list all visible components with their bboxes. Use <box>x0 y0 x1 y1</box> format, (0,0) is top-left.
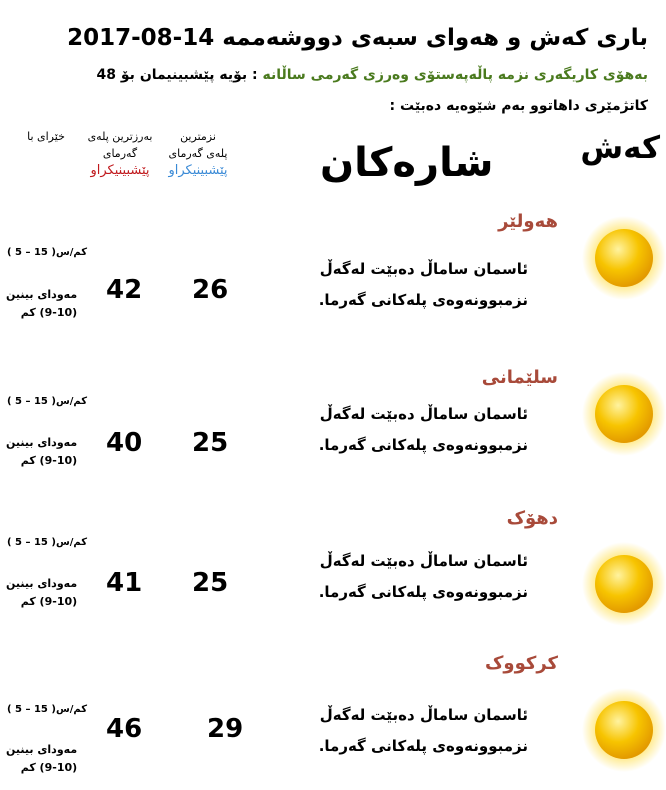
forecast-intro-line2: کاتژمێری داهاتوو بەم شێوەیە دەبێت : <box>389 98 648 114</box>
wind-speed: ( 5 – 15 )کم/س <box>7 537 88 548</box>
max-temp-header-label: بەرزترین پلەی گەرمای <box>87 130 153 160</box>
visibility <box>6 434 77 470</box>
description-line-2: نزمبوونەوەی پلەکانی گەرما. <box>318 291 528 309</box>
visibility-value: (9-10) کم <box>20 306 78 319</box>
min-temp-header-label: نزمترین پلەی گەرمای <box>168 130 228 160</box>
sun-icon <box>582 216 666 300</box>
visibility-value: (9-10) کم <box>20 454 78 467</box>
min-temp: 26 <box>192 275 229 305</box>
description-line-1: ئاسمان ساماڵ دەبێت لەگەڵ <box>319 405 528 423</box>
max-temp: 41 <box>106 568 143 598</box>
city-name: کرکووک <box>484 653 558 674</box>
sun-icon <box>582 688 666 772</box>
max-temp: 42 <box>106 275 143 305</box>
visibility-label: مەودای بینین <box>6 577 78 590</box>
min-temp-header <box>168 128 228 179</box>
description-line-2: نزمبوونەوەی پلەکانی گەرما. <box>318 436 528 454</box>
city-description <box>319 254 528 316</box>
visibility <box>6 741 77 777</box>
description-line-2: نزمبوونەوەی پلەکانی گەرما. <box>318 737 528 755</box>
city-description <box>319 546 528 608</box>
visibility-value: (9-10) کم <box>20 595 78 608</box>
visibility-label: مەودای بینین <box>6 436 78 449</box>
visibility-value: (9-10) کم <box>20 761 78 774</box>
sun-icon <box>582 372 666 456</box>
wind-speed-header: خێرای با <box>27 130 65 143</box>
visibility-label: مەودای بینین <box>6 288 78 301</box>
min-temp: 25 <box>192 428 229 458</box>
forecast-intro <box>97 67 648 83</box>
max-temp-header <box>84 128 156 179</box>
description-line-1: ئاسمان ساماڵ دەبێت لەگەڵ <box>319 260 528 278</box>
forecast-intro-duration: : بۆیە پێشبینیمان بۆ 48 <box>96 67 258 83</box>
city-description <box>319 399 528 461</box>
min-temp-header-sub: پێشبینیکراو <box>168 163 228 178</box>
wind-speed: ( 5 – 15 )کم/س <box>7 247 88 258</box>
city-name: سلێمانی <box>481 367 558 388</box>
sun-icon <box>582 542 666 626</box>
wind-speed: ( 5 – 15 )کم/س <box>7 704 88 715</box>
min-temp: 25 <box>192 568 229 598</box>
page-title: باری کەش و هەوای سبەی دووشەممە 14-08-2017 <box>67 25 648 51</box>
min-temp: 29 <box>207 714 244 744</box>
description-line-2: نزمبوونەوەی پلەکانی گەرما. <box>318 583 528 601</box>
city-name: هەولێر <box>498 211 558 232</box>
city-description <box>319 700 528 762</box>
max-temp: 40 <box>106 428 143 458</box>
visibility <box>6 575 77 611</box>
wind-speed: ( 5 – 15 )کم/س <box>7 396 88 407</box>
visibility <box>6 286 77 322</box>
max-temp-header-sub: پێشبینیکراو <box>90 163 150 178</box>
weather-column-header: کەش <box>580 130 660 166</box>
description-line-1: ئاسمان ساماڵ دەبێت لەگەڵ <box>319 552 528 570</box>
visibility-label: مەودای بینین <box>6 743 78 756</box>
max-temp: 46 <box>106 714 143 744</box>
city-name: دهۆک <box>506 508 558 529</box>
description-line-1: ئاسمان ساماڵ دەبێت لەگەڵ <box>319 706 528 724</box>
forecast-intro-cause: بەهۆی کاریگەری نزمە پاڵەپەستۆی وەرزی گەرمی ساڵانە <box>262 67 648 83</box>
cities-column-header: شارەکان <box>320 140 494 186</box>
